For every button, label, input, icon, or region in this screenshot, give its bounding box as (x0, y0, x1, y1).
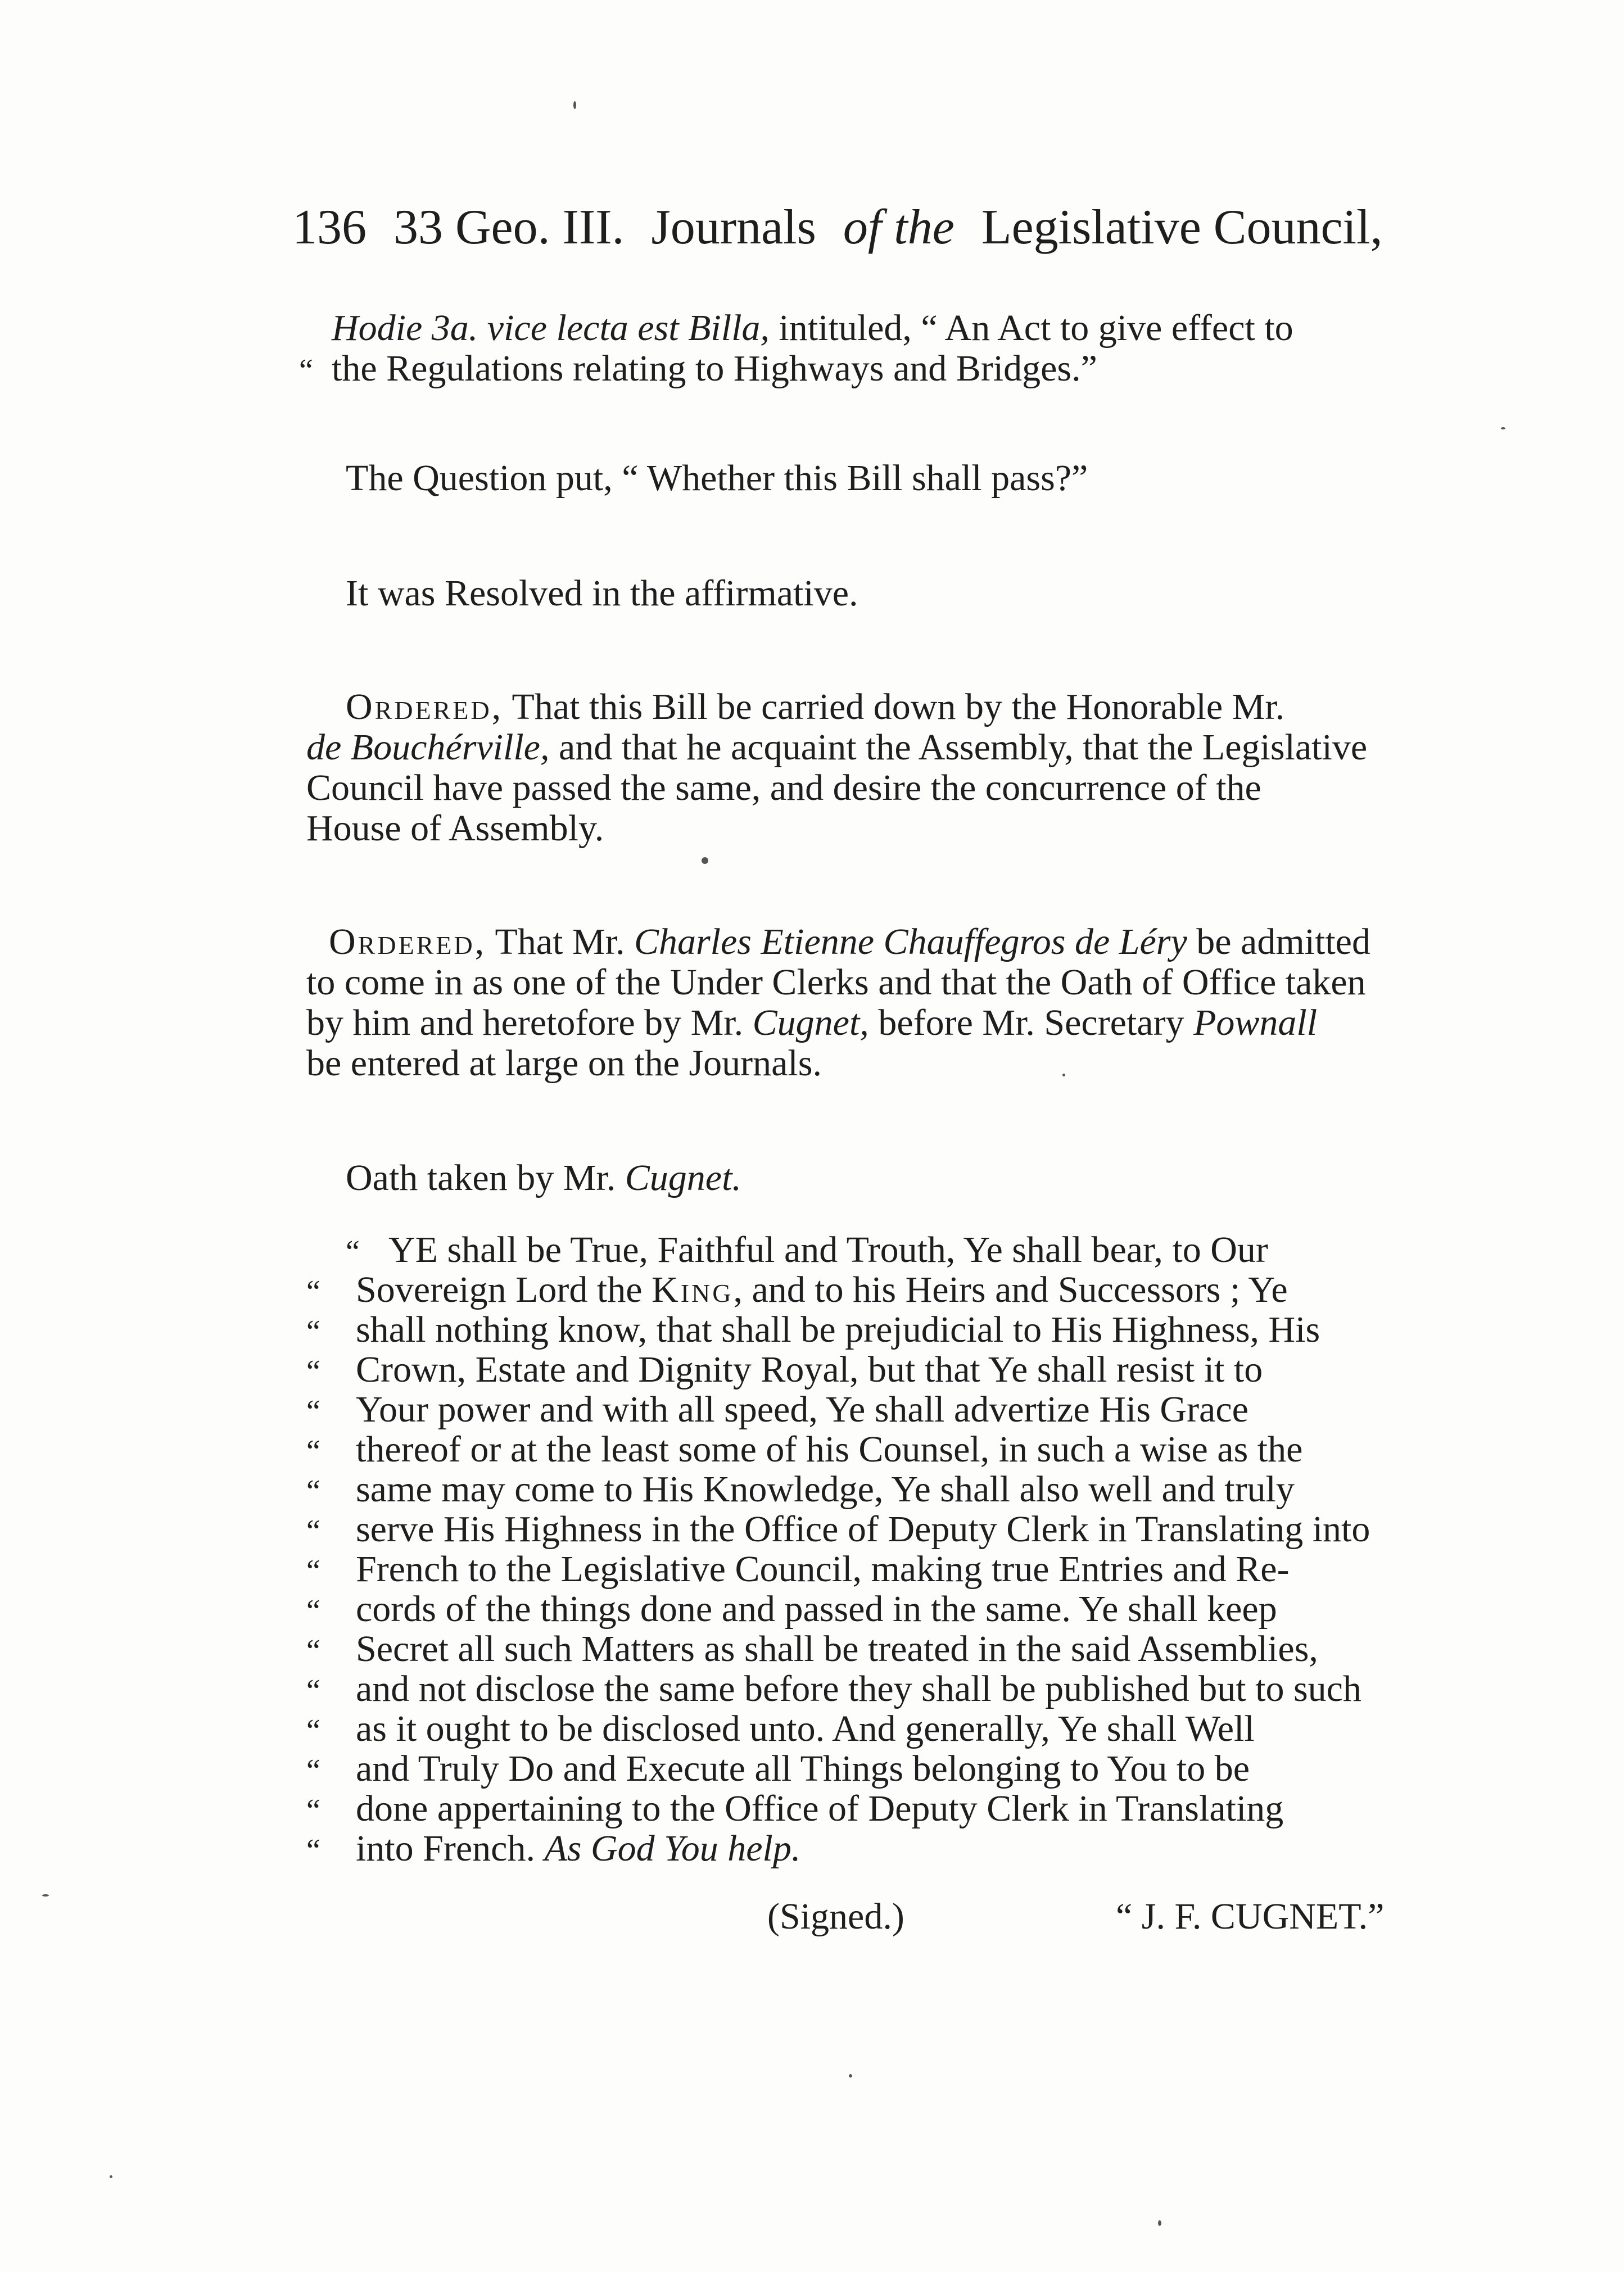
quote-mark: “ (306, 1673, 320, 1708)
oath-line: shall nothing know, that shall be prejudicial to His Highness, His (356, 1309, 1320, 1350)
quote-mark: “ (306, 1354, 320, 1389)
person-name: Cugnet, (752, 1002, 869, 1043)
oath-line: Crown, Estate and Dignity Royal, but that Ye shall resist it to (356, 1349, 1263, 1390)
quote-mark: “ (306, 1594, 320, 1628)
quote-mark: “ (306, 1314, 320, 1349)
bill-reading-latin: Hodie 3a. vice lecta est Billa, (332, 307, 770, 349)
order-text: to come in as one of the Under Clerks and that the Oath of Office taken (306, 962, 1366, 1003)
quote-mark: “ (306, 1753, 320, 1788)
bill-reading-paragraph (299, 307, 1293, 389)
person-name: Pownall (1193, 1002, 1318, 1043)
page-header (292, 191, 1462, 264)
speck (1158, 2220, 1161, 2226)
resolved-text: It was Resolved in the affirmative. (346, 573, 858, 614)
speck (110, 2175, 112, 2178)
regnal-year: 33 Geo. III. (393, 200, 625, 255)
oath-text-block (306, 1230, 1370, 1868)
order-text: before Mr. Secretary (868, 1002, 1194, 1043)
quote-mark: “ (306, 1713, 320, 1748)
speck (702, 857, 708, 864)
ordered-keyword: Ordered, (346, 686, 504, 727)
ordered-keyword: Ordered, (329, 921, 487, 962)
person-name: de Bouchérville, (306, 727, 550, 768)
quote-mark: “ (306, 1274, 320, 1309)
oath-line: Sovereign Lord the (356, 1269, 652, 1310)
bill-reading-text: intituled, “ An Act to give effect to (769, 307, 1293, 349)
oath-line: same may come to His Knowledge, Ye shall also well and truly (356, 1469, 1295, 1510)
signature-name: “ J. F. CUGNET.” (1116, 1896, 1385, 1937)
speck (42, 1894, 49, 1897)
quote-mark: “ (299, 353, 313, 388)
page-number: 136 (292, 200, 367, 255)
oath-heading (346, 1158, 741, 1198)
quote-mark: “ (306, 1394, 320, 1429)
oath-line: , and to his Heirs and Successors ; Ye (733, 1269, 1288, 1310)
order-text: That Mr. (486, 921, 634, 962)
oath-line: Your power and with all speed, Ye shall advertize His Grace (356, 1389, 1248, 1430)
order-text: by him and heretofore by Mr. (306, 1002, 753, 1043)
oath-closing: As God You help. (544, 1828, 801, 1869)
order-text: and that he acquaint the Assembly, that the Legislative (549, 727, 1368, 768)
header-title: Legislative Council, (981, 200, 1383, 255)
question-paragraph (346, 458, 1088, 499)
bill-reading-text: the Regulations relating to Highways and Bridges.” (332, 348, 1097, 389)
oath-line: done appertaining to the Office of Deputy Clerk in Translating (356, 1788, 1284, 1829)
oath-line: King (652, 1269, 734, 1310)
oath-line: Secret all such Matters as shall be treated in the said Assemblies, (356, 1628, 1318, 1669)
oath-line: cords of the things done and passed in the same. Ye shall keep (356, 1588, 1277, 1630)
speck (1062, 1074, 1065, 1076)
order-text: Council have passed the same, and desire the concurrence of the (306, 767, 1261, 808)
oath-line: YE shall be True, Faithful and Trouth, Ye shall bear, to Our (388, 1229, 1268, 1270)
resolved-paragraph (346, 573, 858, 614)
quote-mark: “ (306, 1633, 320, 1668)
order-paragraph-1 (306, 687, 1367, 849)
quote-mark: “ (306, 1833, 320, 1868)
signed-label: (Signed.) (767, 1896, 904, 1937)
speck (1501, 427, 1505, 429)
quote-mark: “ (306, 1474, 320, 1509)
speck (573, 101, 576, 109)
person-name: Charles Etienne Chauffegros de Léry (634, 921, 1187, 962)
speck (849, 2074, 852, 2078)
order-text: be admitted (1187, 921, 1370, 962)
order-text: be entered at large on the Journals. (306, 1043, 822, 1084)
question-text: The Question put, “ Whether this Bill shall pass?” (346, 458, 1088, 499)
oath-line: French to the Legislative Council, making true Entries and Re- (356, 1549, 1290, 1590)
oath-line: and Truly Do and Execute all Things belonging to You to be (356, 1748, 1250, 1789)
oath-line: into French. (356, 1828, 545, 1869)
oath-line: as it ought to be disclosed unto. And generally, Ye shall Well (356, 1708, 1255, 1749)
oath-heading-text: Oath taken by Mr. (346, 1157, 625, 1198)
quote-mark: “ (306, 1554, 320, 1588)
oath-line: thereof or at the least some of his Counsel, in such a wise as the (356, 1429, 1303, 1470)
order-paragraph-2 (306, 922, 1370, 1084)
oath-line: and not disclose the same before they shall be published but to such (356, 1668, 1361, 1709)
quote-mark: “ (306, 1793, 320, 1828)
header-of-the: of the (843, 200, 955, 255)
order-text: House of Assembly. (306, 808, 604, 849)
person-name: Cugnet. (625, 1157, 741, 1198)
order-text: That this Bill be carried down by the Honorable Mr. (503, 686, 1285, 727)
quote-mark: “ (346, 1234, 360, 1269)
quote-mark: “ (306, 1514, 320, 1549)
quote-mark: “ (306, 1434, 320, 1469)
oath-line: serve His Highness in the Office of Deputy Clerk in Translating into (356, 1509, 1370, 1550)
header-journals: Journals (651, 200, 816, 255)
